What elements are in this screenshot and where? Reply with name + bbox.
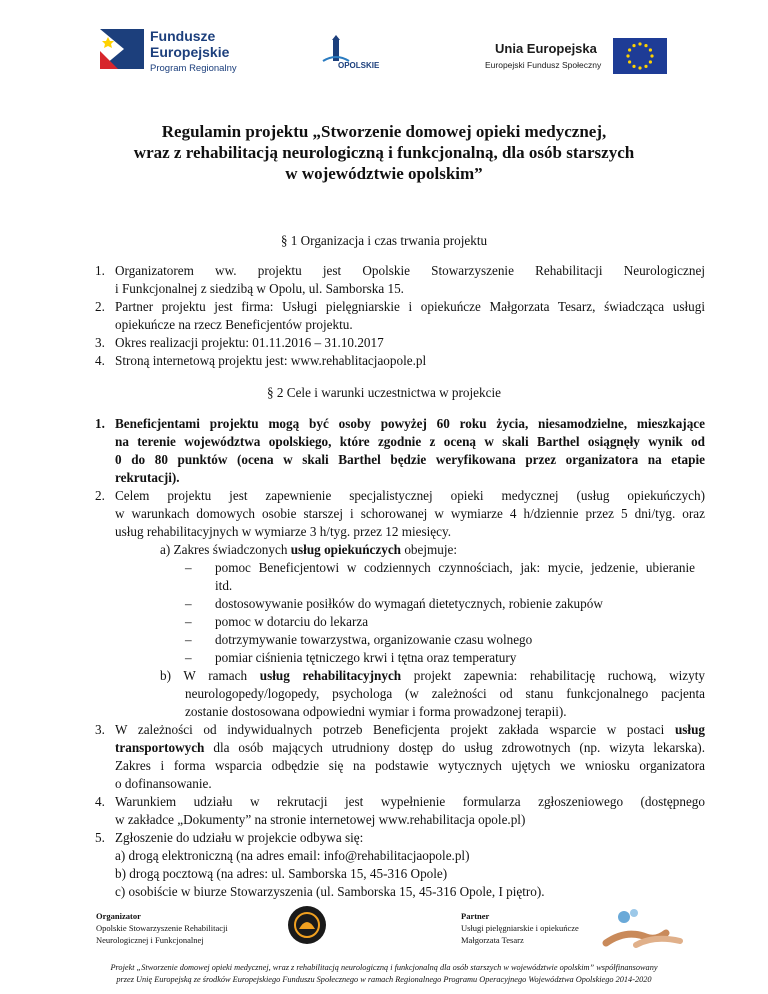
footer-note-line1: Projekt „Stworzenie domowej opieki medycznej, wraz z rehabilitacją neurologiczną i funkcjonalną dla osób starszych w województwie opolskim” współfinansowany [110, 963, 658, 972]
s2-item3-line2-text: dla osób mających utrudniony dostęp do usług zdrowotnych (np. wizyta lekarska). [204, 740, 705, 755]
organizer-label: Organizator [96, 911, 141, 921]
fe-logo-line2: Europejskie [150, 44, 230, 60]
title-line3: w województwie opolskim” [285, 164, 483, 183]
s2-item1 [115, 415, 705, 487]
s2-item3-line2-bold: transportowych [115, 740, 205, 755]
s2-item2-b-prefix: b) W ramach [160, 668, 260, 683]
s2-item1-line3: 0 do 80 punktów (ocena w skali Barthel będzie weryfikowana przez organizatora na etapie [115, 452, 705, 467]
s2-item2-b-bold: usług rehabilitacyjnych [259, 668, 402, 683]
bullet-item: dostosowywanie posiłków do wymagań dietetycznych, robienie zakupów [215, 596, 603, 611]
document-title [60, 121, 708, 184]
s2-item3-line4: o dofinansowanie. [115, 776, 212, 791]
title-line2: wraz z rehabilitacją neurologiczną i funkcjonalną, dla osób starszych [133, 143, 635, 162]
s2-item3-line1 [115, 721, 705, 739]
s1-item1-line2: i Funkcjonalnej z siedzibą w Opolu, ul. Samborska 15. [115, 281, 404, 296]
s1-item1-line1: Organizatorem ww. projektu jest Opolskie Stowarzyszenie Rehabilitacji Neurologicznej [115, 263, 705, 278]
s2-item3-num: 3. [95, 722, 105, 737]
s2-item1-line2: na terenie województwa opolskiego, które zgodnie z oceną w skali Barthel osiągnęły wynik od [115, 434, 705, 449]
opolskie-logo-text: OPOLSKIE [338, 61, 380, 70]
s2-item5-num: 5. [95, 830, 105, 845]
partner-line1: Usługi pielęgniarskie i opiekuńcze [461, 923, 579, 933]
bullet-dash: – [185, 650, 192, 665]
bullet-item: itd. [215, 578, 233, 593]
s2-item4-num: 4. [95, 794, 105, 809]
bullet-dash: – [185, 614, 192, 629]
s2-item2-line2: w warunkach domowych osobie starszej i schorowanej w wymiarze 4 h/dziennie przez 5 dni/tyg. oraz [115, 506, 705, 521]
s2-item2-a-bold: usług opiekuńczych [290, 542, 402, 557]
eu-flag-icon [613, 38, 667, 74]
organizer-line1: Opolskie Stowarzyszenie Rehabilitacji [96, 923, 228, 933]
s1-item3: Okres realizacji projektu: 01.11.2016 – 31.10.2017 [115, 335, 384, 350]
s2-item5-line1: Zgłoszenie do udziału w projekcie odbywa się: [115, 830, 364, 845]
s1-item4: Stroną internetową projektu jest: www.rehablitacjaopole.pl [115, 353, 427, 368]
s2-item3-line1-bold: usług [674, 722, 705, 737]
footer-partner [461, 910, 579, 946]
fe-logo-line1: Fundusze [150, 28, 216, 44]
title-line1: Regulamin projektu „Stworzenie domowej opieki medycznej, [161, 122, 607, 141]
s2-item2-a-prefix: a) Zakres świadczonych [160, 542, 291, 557]
footer-note [60, 962, 708, 986]
bullet-dash: – [185, 560, 192, 575]
bullet-dash: – [185, 596, 192, 611]
partner-hands-logo-icon [596, 907, 686, 951]
s1-item2-line2: opiekuńcze na rzecz Beneficjentów projektu. [115, 317, 353, 332]
partner-line2: Małgorzata Tesarz [461, 935, 524, 945]
section2-heading: § 2 Cele i warunki uczestnictwa w projekcie [267, 385, 501, 400]
s2-item2-num: 2. [95, 488, 105, 503]
s2-item1-num: 1. [95, 416, 105, 431]
footer-organizer [96, 910, 228, 946]
fe-logo-line3: Program Regionalny [150, 63, 237, 74]
bullet-item: pomiar ciśnienia tętniczego krwi i tętna oraz temperatury [215, 650, 517, 665]
s2-item5-line4: c) osobiście w biurze Stowarzyszenia (ul. Samborska 15, 45-316 Opole, I piętro). [115, 884, 545, 899]
eu-logo-line2: Europejski Fundusz Społeczny [485, 60, 602, 70]
s1-item1 [115, 262, 705, 298]
s2-item3 [115, 721, 705, 793]
s2-item4-line2: w zakładce „Dokumenty” na stronie internetowej www.rehabilitacja opole.pl) [115, 812, 526, 827]
s2-item2-line3: usług rehabilitacyjnych w wymiarze 3 h/tyg. przez 12 miesięcy. [115, 524, 452, 539]
s1-item1-num: 1. [95, 263, 105, 278]
s2-item1-line4: rekrutacji). [115, 470, 180, 485]
s2-item1-line1: Beneficjentami projektu mogą być osoby powyżej 60 roku życia, niesamodzielne, mieszkające [115, 416, 705, 431]
section1-heading: § 1 Organizacja i czas trwania projektu [280, 233, 488, 248]
bullet-item: dotrzymywanie towarzystwa, organizowanie czasu wolnego [215, 632, 533, 647]
s1-item4-num: 4. [95, 353, 105, 368]
s2-item5 [115, 829, 705, 901]
s2-item2-a [160, 541, 700, 559]
s2-item2-b-line3: zostanie dostosowana odpowiedni wymiar i forma prowadzonej terapii). [185, 704, 567, 719]
organizer-line2: Neurologicznej i Funkcjonalnej [96, 935, 204, 945]
footer-note-line2: przez Unię Europejską ze środków Europejskiego Funduszu Społecznego w ramach Regionalnego Programu Operacyjnego Województwa Opolskiego 2014-2020 [116, 975, 652, 984]
s2-item3-line1-text: W zależności od indywidualnych potrzeb Beneficjenta projekt zakłada wsparcie w postaci [115, 722, 675, 737]
s2-item4-line1: Warunkiem udziału w rekrutacji jest wypełnienie formularza zgłoszeniowego (dostępnego [115, 794, 705, 809]
eu-logo-line1: Unia Europejska [495, 41, 597, 56]
s1-item2-line1: Partner projektu jest firma: Usługi pielęgniarskie i opiekuńcze Małgorzata Tesarz, świadcząca usługi [115, 299, 705, 314]
s2-item5-line3: b) drogą pocztową (na adres: ul. Samborska 15, 45-316 Opole) [115, 866, 448, 881]
s2-item2-line1: Celem projektu jest zapewnienie specjalistycznej opieki medycznej (usług opiekuńczych) [115, 488, 705, 503]
s2-item2-b-line2: neurologopedy/logopedy, psychologa (w zależności od stanu funkcjonalnego pacjenta [185, 686, 705, 701]
s1-item3-num: 3. [95, 335, 105, 350]
s2-item2-b-suffix: projekt zapewnia: rehabilitację ruchową, wizyty [401, 668, 706, 683]
bullet-item: pomoc w dotarciu do lekarza [215, 614, 369, 629]
s2-item2-b [160, 667, 705, 685]
fe-flag-icon [100, 29, 144, 69]
organizer-logo-icon [287, 905, 327, 945]
unia-europejska-logo [485, 38, 670, 78]
bullet-item: pomoc Beneficjentowi w codziennych czynnościach, jak: mycie, jedzenie, ubieranie [215, 560, 695, 575]
partner-label: Partner [461, 911, 490, 921]
s2-item5-line2: a) drogą elektroniczną (na adres email: info@rehabilitacjaopole.pl) [115, 848, 470, 863]
opolskie-logo [315, 35, 395, 80]
fundusze-europejskie-logo [100, 25, 270, 85]
s1-item2-num: 2. [95, 299, 105, 314]
s2-item3-line2 [115, 739, 705, 757]
s2-item2 [115, 487, 705, 541]
s1-item2 [115, 298, 705, 334]
s2-item3-line3: Zakres i forma wsparcia odbędzie się na podstawie wytycznych ujętych we wniosku organizatora [115, 758, 705, 773]
bullet-dash: – [185, 632, 192, 647]
s2-item4 [115, 793, 705, 829]
s2-item2-a-suffix: obejmuje: [401, 542, 458, 557]
